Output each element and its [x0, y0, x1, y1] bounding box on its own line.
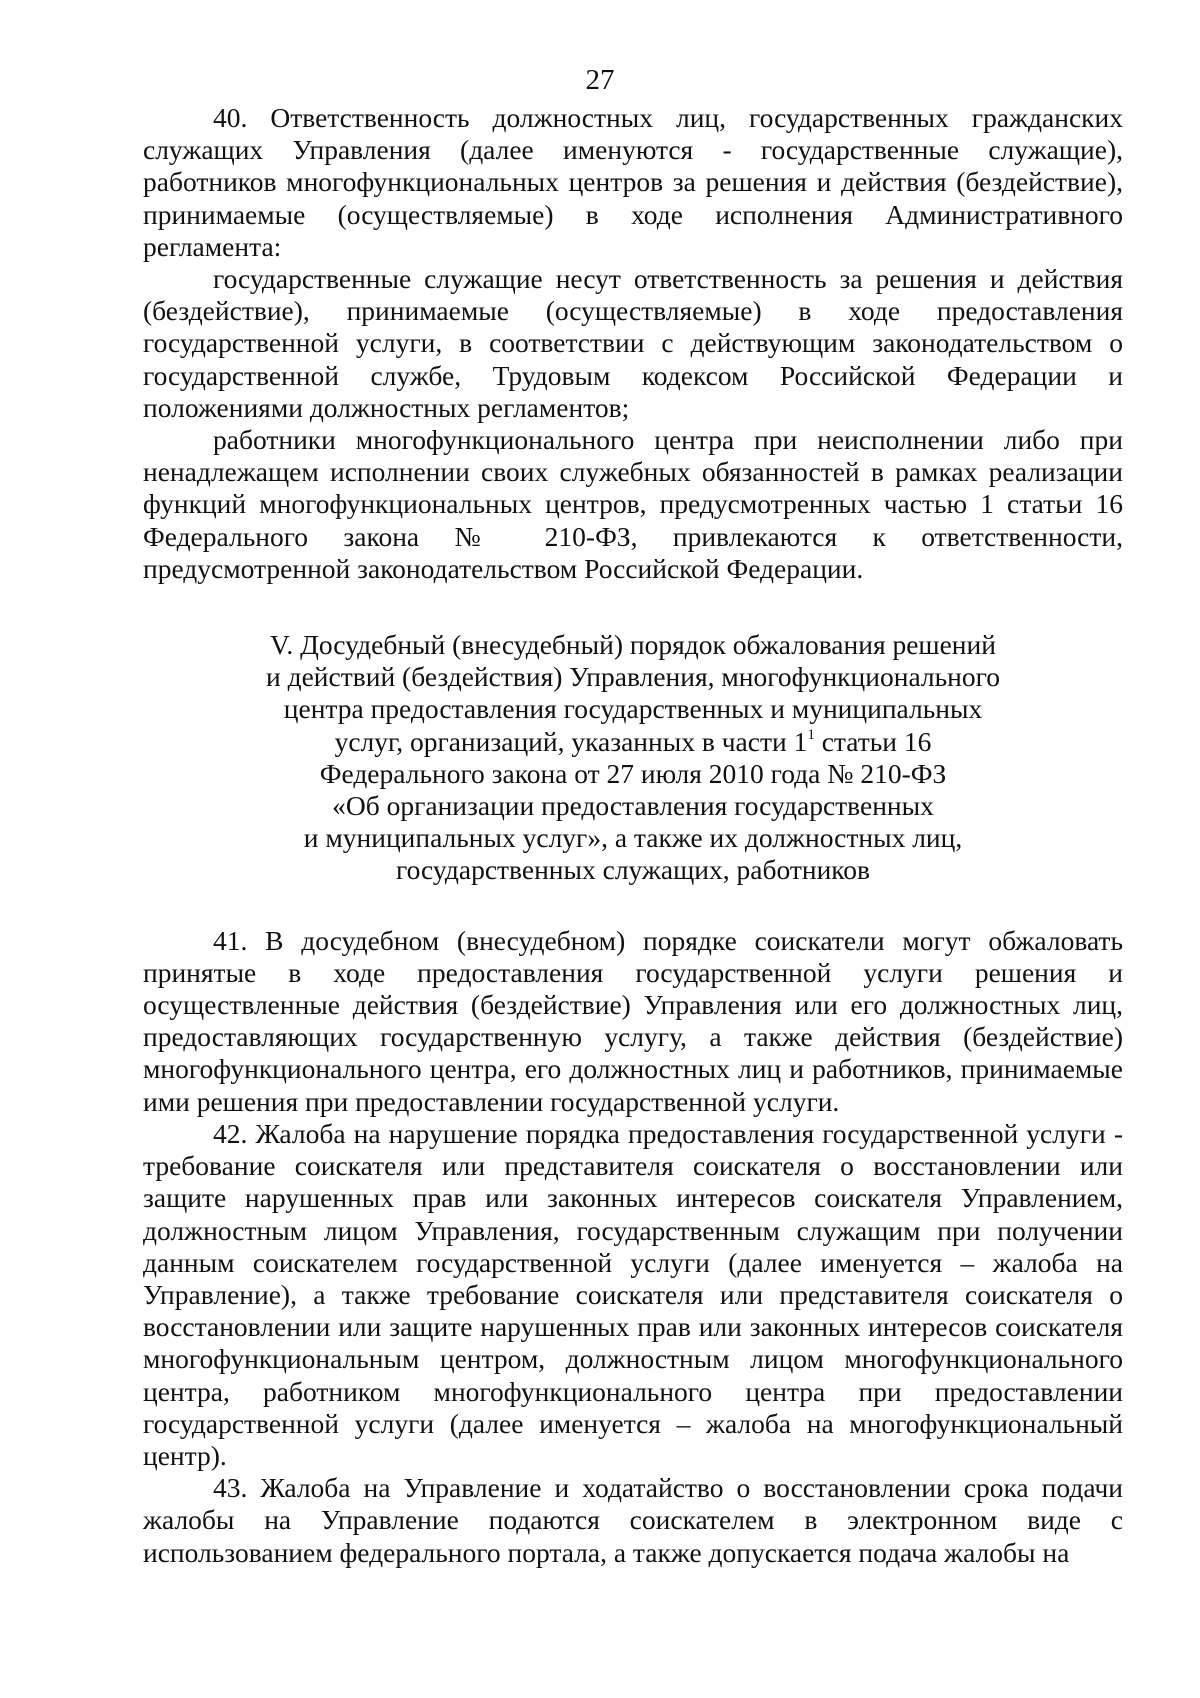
- heading-line: центра предоставления государственных и муниципальных: [283, 693, 983, 725]
- section-heading: [143, 629, 1123, 887]
- heading-line-text: статьи 16: [814, 725, 932, 757]
- heading-line: «Об организации предоставления государственных: [332, 790, 934, 822]
- paragraph-41: 41. В досудебном (внесудебном) порядке соискатели могут обжаловать принятые в ходе предоставления государственной услуги решения и осуществленные действия (бездействие) Управления или его должностных лиц, предоставляющих государственную услугу, а также действия (бездействие) многофункционального центра, его должностных лиц и работников, принимаемые ими решения при предоставлении государственной услуги.: [143, 924, 1123, 1117]
- page-number: 27: [585, 64, 615, 96]
- heading-line: и муниципальных услуг», а также их должностных лиц,: [303, 822, 963, 854]
- heading-line: V. Досудебный (внесудебный) порядок обжалования решений: [270, 629, 996, 661]
- paragraph-civil-servants-responsibility: государственные служащие несут ответственность за решения и действия (бездействие), принимаемые (осуществляемые) в ходе предоставления государственной услуги, в соответствии с действующим законодательством о государственной службе, Трудовым кодексом Российской Федерации и положениями должностных регламентов;: [143, 263, 1123, 423]
- heading-line: государственных служащих, работников: [395, 854, 871, 886]
- paragraph-42: 42. Жалоба на нарушение порядка предоставления государственной услуги - требование соискателя или представителя соискателя о восстановлении или защите нарушенных прав или законных интересов соискателя Управлением, должностным лицом Управления, государственным служащим при получении данным соискателем государственной услуги (далее именуется – жалоба на Управление), а также требование соискателя или представителя соискателя о восстановлении или защите нарушенных прав или законных интересов соискателя многофункциональным центром, должностным лицом многофункционального центра, работником многофункционального центра при предоставлении государственной услуги (далее именуется – жалоба на многофункциональный центр).: [143, 1117, 1123, 1471]
- document-body: [143, 102, 1123, 1569]
- paragraph-40: 40. Ответственность должностных лиц, государственных гражданских служащих Управления (далее именуются - государственные служащие), работников многофункциональных центров за решения и действия (бездействие), принимаемые (осуществляемые) в ходе исполнения Административного регламента:: [143, 102, 1123, 262]
- heading-line: [143, 726, 1123, 758]
- heading-line: и действий (бездействия) Управления, многофункционального: [266, 661, 1000, 693]
- paragraph-mfc-workers-responsibility: работники многофункционального центра при неисполнении либо при ненадлежащем исполнении своих служебных обязанностей в рамках реализации функций многофункциональных центров, предусмотренных частью 1 статьи 16 Федерального закона № 210-ФЗ, привлекаются к ответственности, предусмотренной законодательством Российской Федерации.: [143, 424, 1123, 584]
- superscript-mark: 1: [807, 726, 815, 743]
- paragraph-43: 43. Жалоба на Управление и ходатайство о восстановлении срока подачи жалобы на Управление подаются соискателем в электронном виде с использованием федерального портала, а также допускается подача жалобы на: [143, 1472, 1123, 1568]
- heading-line: Федерального закона от 27 июля 2010 года № 210-ФЗ: [319, 757, 947, 789]
- heading-line-text: услуг, организаций, указанных в части 1: [334, 725, 808, 757]
